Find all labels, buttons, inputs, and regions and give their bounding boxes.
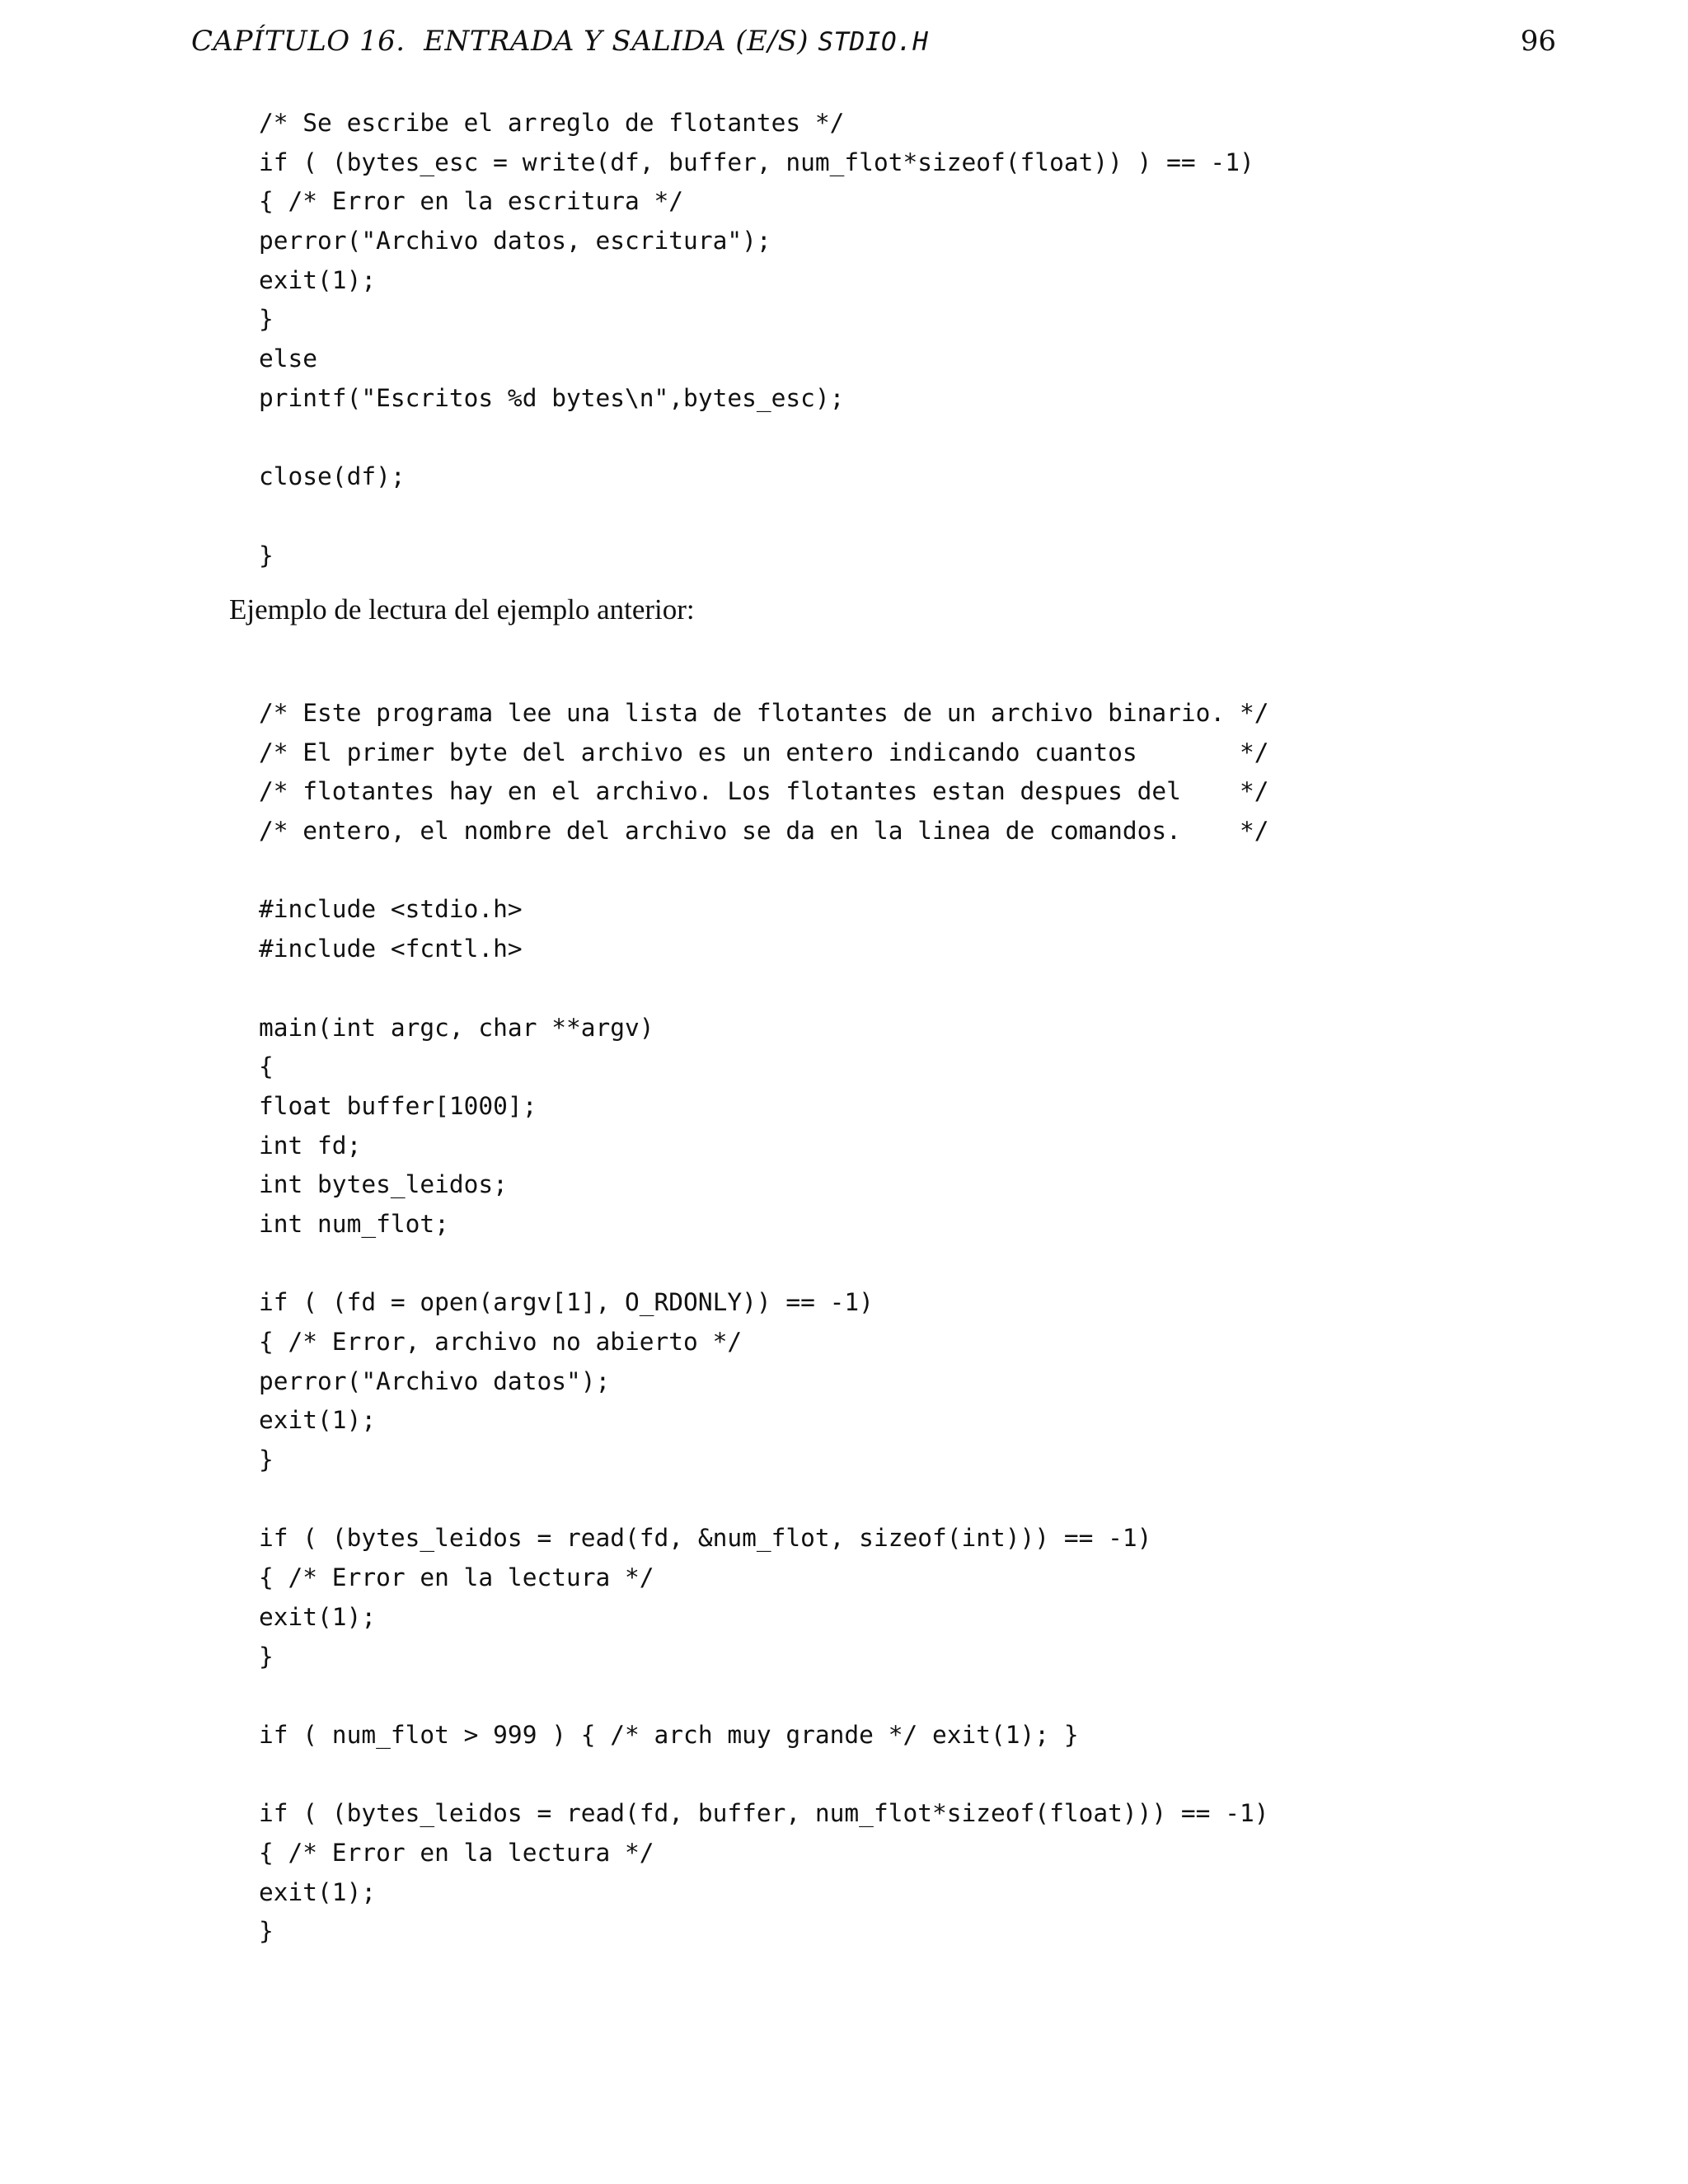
code-line: /* entero, el nombre del archivo se da en la linea de comandos. */ [259,817,1269,846]
code-line: /* Este programa lee una lista de flotantes de un archivo binario. */ [259,699,1269,727]
code-line [259,969,1268,1009]
code-line: int num_flot; [259,1209,449,1238]
code-line: printf("Escritos %d bytes\n",bytes_esc); [259,383,845,412]
code-line [259,851,1268,891]
code-line: /* flotantes hay en el archivo. Los flotantes estan despues del */ [259,777,1269,806]
code-listing-write [259,104,1254,575]
intro-paragraph: Ejemplo de lectura del ejemplo anterior: [229,593,695,626]
code-line: perror("Archivo datos, escritura"); [259,227,771,255]
code-listing-read [259,694,1268,1952]
code-line: } [259,541,274,569]
code-line: exit(1); [259,1406,377,1435]
code-line [259,497,1254,537]
code-line: { /* Error en la lectura */ [259,1563,654,1592]
code-line: exit(1); [259,265,377,294]
code-line: if ( (bytes_leidos = read(fd, &num_flot, sizeof(int))) == -1) [259,1524,1152,1553]
code-line: } [259,1917,274,1946]
code-line [259,1244,1268,1284]
code-line: { /* Error en la lectura */ [259,1838,654,1867]
code-line: exit(1); [259,1602,377,1631]
code-line: #include <stdio.h> [259,895,523,924]
code-line: int bytes_leidos; [259,1170,508,1199]
code-line: if ( (bytes_leidos = read(fd, buffer, num_flot*sizeof(float))) == -1) [259,1799,1269,1828]
code-line: perror("Archivo datos"); [259,1366,611,1395]
code-line: if ( (fd = open(argv[1], O_RDONLY)) == -1) [259,1288,874,1317]
chapter-title: CAPÍTULO 16. ENTRADA Y SALIDA (E/S) [191,25,818,58]
code-line [259,1676,1268,1716]
code-line: if ( num_flot > 999 ) { /* arch muy grande */ exit(1); } [259,1720,1079,1749]
code-line: } [259,1642,274,1671]
code-line: /* El primer byte del archivo es un entero indicando cuantos */ [259,738,1269,766]
code-line: } [259,1446,274,1474]
code-line: } [259,305,274,334]
code-line: main(int argc, char **argv) [259,1013,654,1042]
code-line: /* Se escribe el arreglo de flotantes */ [259,109,845,137]
code-line: int fd; [259,1131,362,1160]
code-line: exit(1); [259,1877,377,1906]
chapter-title-code: STDIO.H [818,27,929,57]
code-line: { /* Error en la escritura */ [259,187,684,216]
code-line: float buffer[1000]; [259,1091,537,1120]
code-line: { [259,1052,274,1081]
code-line: close(df); [259,462,406,491]
code-line [259,1755,1268,1795]
code-line [259,419,1254,458]
code-line: #include <fcntl.h> [259,935,523,963]
code-line: else [259,344,318,373]
page-number: 96 [1520,25,1556,58]
code-line: { /* Error, archivo no abierto */ [259,1328,743,1356]
code-line [259,1480,1268,1520]
running-header [191,25,928,58]
code-line: if ( (bytes_esc = write(df, buffer, num_flot*sizeof(float)) ) == -1) [259,148,1254,176]
